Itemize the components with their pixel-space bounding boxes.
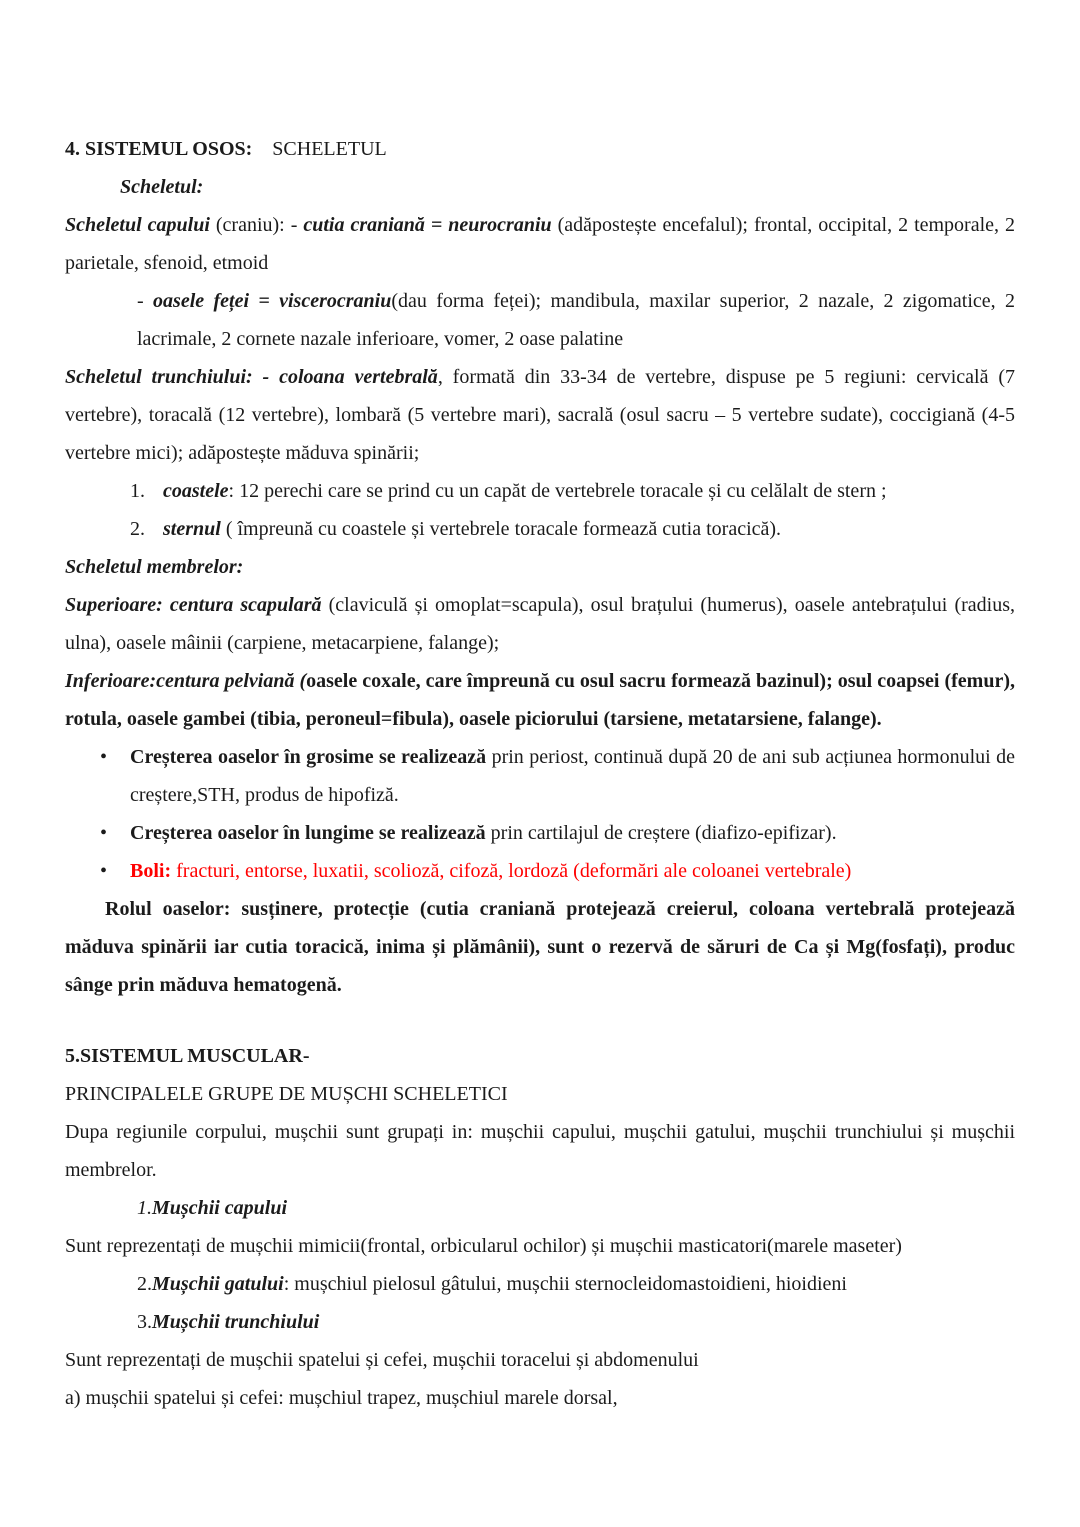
para-oasele-fetei	[65, 282, 1015, 358]
text-run: Scheletul:	[120, 176, 204, 198]
list-number: 1.	[130, 480, 145, 502]
text-run: Scheletul membrelor:	[65, 556, 244, 578]
text-run: Sunt reprezentați de mușchii mimicii(frontal, orbicularul ochilor) și mușchii masticatori(marele maseter)	[65, 1235, 902, 1257]
text-run: ( împreună cu coastele și vertebrele toracale formează cutia toracică).	[220, 518, 782, 540]
para-muschii-gatului	[65, 1265, 1015, 1303]
text-run: : mușchiul pielosul gâtului, mușchii sternocleidomastoidieni, hioidieni	[283, 1273, 847, 1295]
list-number: 2.	[130, 518, 145, 540]
text-run: Superioare: centura scapulară	[65, 594, 322, 616]
bullet-boli	[65, 852, 1015, 890]
text-run: cutia craniană = neurocraniu	[303, 214, 552, 236]
bullet-icon: •	[100, 860, 108, 882]
para-scheletul-trunchiului	[65, 358, 1015, 472]
text-run: 2.	[137, 1273, 152, 1295]
para-rolul-oaselor	[65, 890, 1015, 1004]
bullet-icon: •	[100, 746, 108, 768]
subheading-grupe-muschi	[65, 1075, 1015, 1113]
para-superioare	[65, 586, 1015, 662]
text-run: , formată din 33-34 de vertebre, dispuse pe 5 regiuni: cervicală (7 vertebre), toracală (12 vertebre), lombară (5 vertebre mari), sacrală (osul sacru – 5 vertebre sudate), coccigiană (4-5 vertebre mici); adăpostește măduva spinării;	[65, 366, 1015, 464]
para-muschii-spatelui-cefei	[65, 1379, 1015, 1417]
text-run: prin cartilajul de creștere (diafizo-epifizar).	[485, 822, 837, 844]
text-run: Boli:	[130, 860, 172, 882]
para-muschii-trunchiului-descriere	[65, 1341, 1015, 1379]
text-run: fracturi, entorse, luxatii, scolioză, cifoză, lordoză (deformări ale coloanei vertebrale)	[171, 860, 852, 882]
text-run: Scheletul trunchiului: - coloana vertebrală	[65, 366, 438, 388]
text-run: 5.SISTEMUL MUSCULAR-	[65, 1045, 310, 1067]
text-run: Creșterea oaselor în lungime se realizează	[130, 822, 486, 844]
text-run: 3.	[137, 1311, 152, 1333]
text-run: (adăpostește encefalul); frontal, occipital, 2 temporale, 2 parietale, sfenoid, etmoid	[65, 214, 1016, 274]
text-run: Scheletul capului	[65, 214, 210, 236]
list-item-sternul	[65, 510, 1015, 548]
subheading-scheletul	[65, 168, 1015, 206]
text-run: Creșterea oaselor în grosime se realizează	[130, 746, 487, 768]
text-run: Dupa regiunile corpului, mușchii sunt grupați in: mușchii capului, mușchii gatului, mușchii trunchiului și mușchii membrelor.	[65, 1121, 1015, 1181]
text-run: sternul	[163, 518, 221, 540]
subheading-muschii-capului	[65, 1189, 1015, 1227]
text-run: (craniu): -	[209, 214, 304, 236]
text-run: prin periost, continuă după 20 de ani sub acțiunea hormonului de creștere,STH, produs de hipofiză.	[130, 746, 1015, 806]
text-run: (dau forma feței); mandibula, maxilar superior, 2 nazale, 2 zigomatice, 2 lacrimale, 2 cornete nazale inferioare, vomer, 2 oase palatine	[137, 290, 1016, 350]
text-run: a) mușchii spatelui și cefei: mușchiul trapez, mușchiul marele dorsal,	[65, 1387, 618, 1409]
text-run: Mușchii gatului	[152, 1273, 284, 1295]
para-inferioare	[65, 662, 1015, 738]
text-run: 1.	[137, 1197, 152, 1219]
text-run: PRINCIPALELE GRUPE DE MUȘCHI SCHELETICI	[65, 1083, 508, 1105]
text-run: SCHELETUL	[252, 138, 387, 160]
para-grupare-muschi	[65, 1113, 1015, 1189]
text-run: : 12 perechi care se prind cu un capăt de vertebrele toracale și cu celălalt de stern ;	[228, 480, 887, 502]
text-run: -	[137, 290, 154, 312]
subheading-muschii-trunchiului	[65, 1303, 1015, 1341]
subheading-scheletul-membrelor	[65, 548, 1015, 586]
list-item-coastele	[65, 472, 1015, 510]
text-run: Sunt reprezentați de mușchii spatelui și cefei, mușchii toracelui și abdomenului	[65, 1349, 699, 1371]
bullet-icon: •	[100, 822, 108, 844]
text-run: Mușchii trunchiului	[152, 1311, 320, 1333]
text-run: (claviculă și omoplat=scapula), osul brațului (humerus), oasele antebrațului (radius, ulna), oasele mâinii (carpiene, metacarpiene, falange);	[65, 594, 1016, 654]
text-run: Inferioare:centura pelviană (	[65, 670, 307, 692]
text-run: oasele feței = viscerocraniu	[153, 290, 392, 312]
bullet-crestere-grosime	[65, 738, 1015, 814]
text-run: Mușchii capului	[152, 1197, 288, 1219]
para-scheletul-capului	[65, 206, 1015, 282]
heading-sistemul-osos	[65, 130, 1015, 168]
bullet-crestere-lungime	[65, 814, 1015, 852]
para-muschii-mimicii	[65, 1227, 1015, 1265]
text-run: 4. SISTEMUL OSOS:	[65, 138, 253, 160]
text-run: Rolul oaselor: susținere, protecție (cutia craniană protejează creierul, coloana vertebrală protejează măduva spinării iar cutia toracică, inima și plămânii), sunt o rezervă de săruri de Ca și Mg(fosfați), produc sânge prin măduva hematogenă.	[65, 898, 1015, 996]
text-run: coastele	[163, 480, 229, 502]
heading-sistemul-muscular	[65, 1037, 1015, 1075]
text-run: oasele coxale, care împreună cu osul sacru formează bazinul); osul coapsei (femur), rotula, oasele gambei (tibia, peroneul=fibula), oasele piciorului (tarsiene, metatarsiene, falange).	[65, 670, 1015, 730]
